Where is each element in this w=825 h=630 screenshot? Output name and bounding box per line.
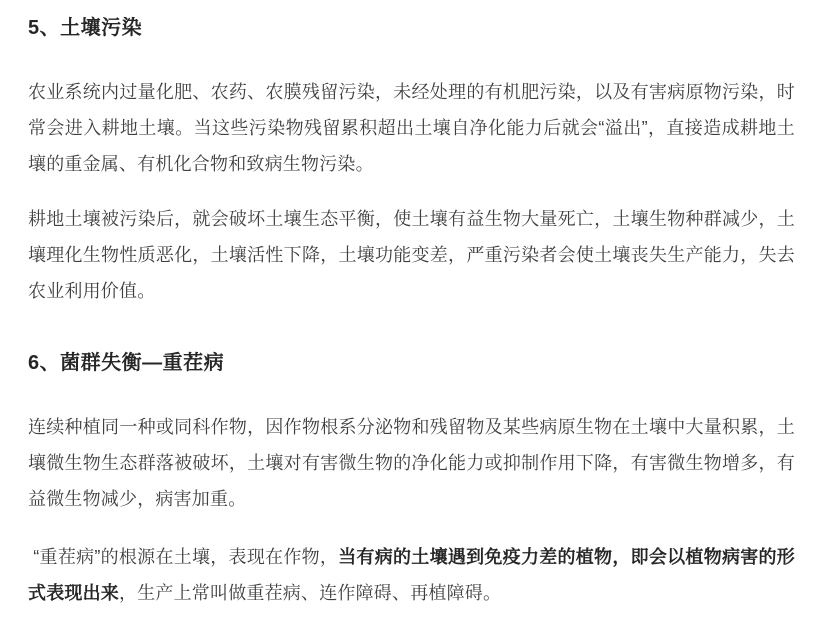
text-run: ，生产上常叫做重茬病、连作障碍、再植障碍。 (119, 583, 502, 603)
text-run: 农业系统内过量化肥、农药、农膜残留污染，未经处理的有机肥污染，以及有害病原物污染，时常会进入耕地土壤。当这些污染物残留累积超出土壤自净化能力后就会“溢出”，直接造成耕地土壤的重金属、有机化合物和致病生物污染。 (28, 82, 795, 174)
paragraph (28, 201, 795, 309)
text-run: 耕地土壤被污染后，就会破坏土壤生态平衡，使土壤有益生物大量死亡，土壤生物种群减少，土壤理化生物性质恶化，土壤活性下降，土壤功能变差，严重污染者会使土壤丧失生产能力，失去农业利用价值。 (28, 209, 795, 301)
section-heading-soil-pollution: 5、土壤污染 (28, 17, 143, 39)
bold-text-run: 当有病的土壤遇到免疫力差的植物，即会以植物病害的形式表现出来 (28, 547, 795, 603)
text-run: 连续种植同一种或同科作物，因作物根系分泌物和残留物及某些病原生物在土壤中大量积累，土壤微生物生态群落被破坏，土壤对有害微生物的净化能力或抑制作用下降，有害微生物增多，有益微生物减少，病害加重。 (28, 417, 795, 509)
text-run: “重茬病”的根源在土壤，表现在作物， (28, 547, 339, 567)
section-heading-flora-imbalance: 6、菌群失衡—重茬病 (28, 352, 225, 374)
paragraph (28, 539, 795, 611)
paragraph (28, 74, 795, 182)
article-page (0, 14, 825, 630)
paragraph (28, 409, 795, 517)
